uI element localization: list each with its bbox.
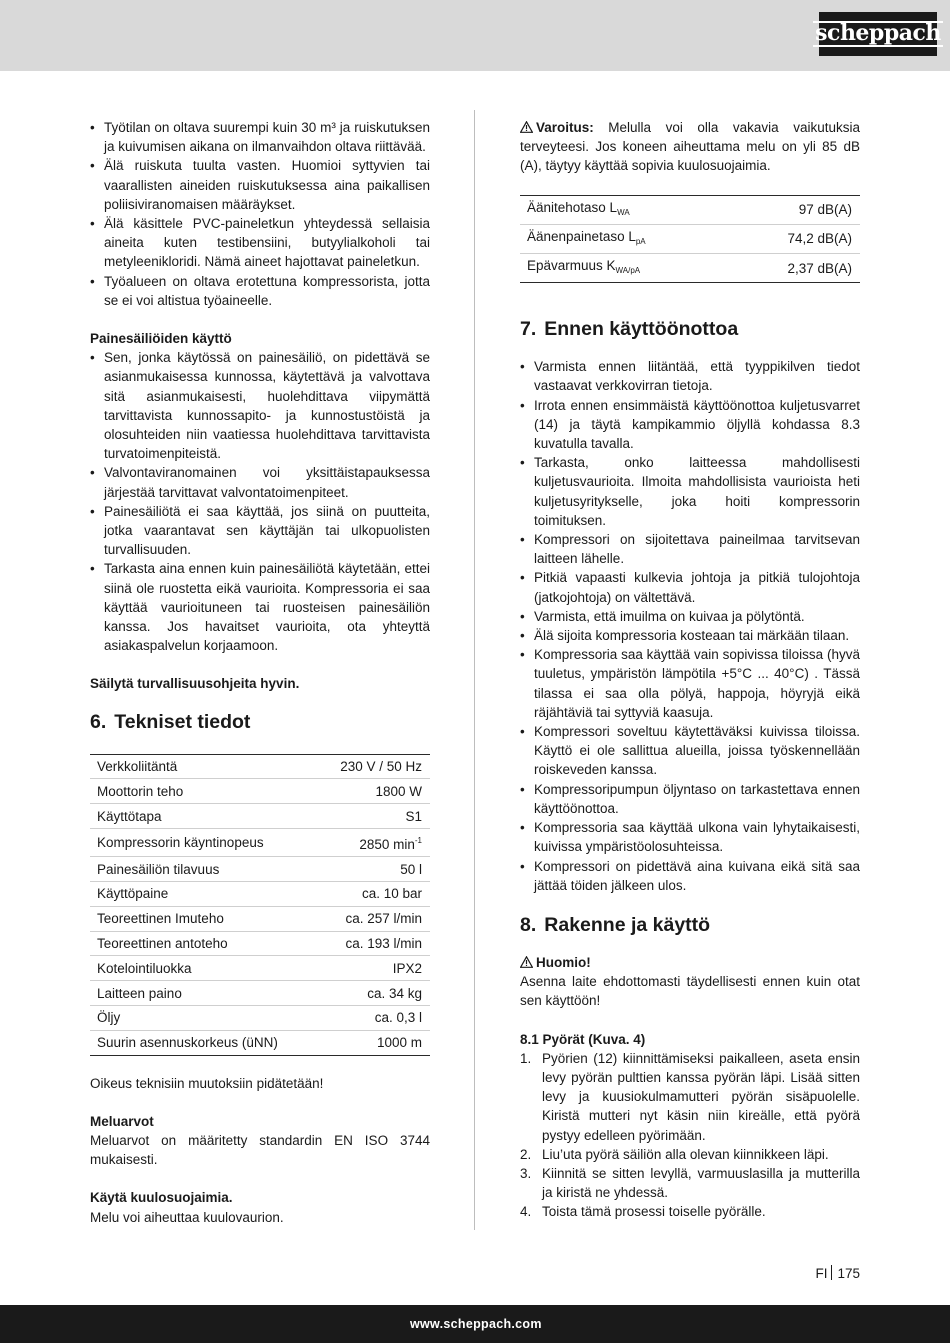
table-row [90, 779, 430, 804]
list-item: • Kompressori on pidettävä aina kuivana eikä sitä saa jättää töiden jälkeen ulos. [520, 857, 860, 895]
noise-value: 74,2 dB(A) [733, 224, 860, 253]
ear-protection-heading: Käytä kuulosuojaimia. [90, 1190, 233, 1206]
list-item: • Varmista, että imuilma on kuivaa ja pölytöntä. [520, 607, 860, 626]
table-row [520, 195, 860, 224]
table-row [90, 829, 430, 857]
table-row [90, 1006, 430, 1031]
section-6-heading [90, 710, 430, 734]
list-item [520, 1164, 860, 1202]
spec-label: Käyttöpaine [90, 882, 318, 907]
list-item [520, 1145, 860, 1164]
language-code: FI [815, 1266, 828, 1281]
left-column [90, 118, 430, 1227]
noise-label [520, 224, 733, 253]
keep-instructions-note: Säilytä turvallisuusohjeita hyvin. [90, 676, 300, 692]
scheppach-logo: scheppach [819, 12, 937, 56]
noise-subscript: WA [617, 207, 630, 217]
website-link[interactable]: www.scheppach.com [410, 1317, 542, 1331]
table-row [90, 956, 430, 981]
page-number [815, 1264, 860, 1283]
section-7-heading [520, 317, 860, 341]
spec-value: 1800 W [318, 779, 430, 804]
spec-label: Kotelointiluokka [90, 956, 318, 981]
step-number: 2. [520, 1146, 532, 1162]
noise-subscript: WA/pA [615, 266, 641, 276]
step-number: 4. [520, 1204, 532, 1220]
list-item: • Kompressori soveltuu käytettäväksi kuivissa tiloissa. Käyttö ei ole sallittua alueilla, joissa työskennellään roiskeveden kanssa. [520, 722, 860, 780]
step-text: Pyörien (12) kiinnittämiseksi paikalleen, aseta ensin levy pyörän pulttien kanssa pyörän läpi. Lisää sitten levy ja kuusiokulmamutteri pyörän sisäpuolelle. Kiristä mutteri nyt käsin niin kireälle, että pyörä pystyy edelleen pyörimään. [542, 1050, 860, 1143]
list-item: • Älä sijoita kompressoria kosteaan tai märkään tilaan. [520, 626, 860, 645]
table-row [520, 224, 860, 253]
noise-heading: Meluarvot [90, 1113, 154, 1129]
spec-label: Painesäiliön tilavuus [90, 857, 318, 882]
noise-label-text: Äänenpainetaso L [527, 228, 636, 244]
list-item: • Älä käsittele PVC-paineletkun yhteydessä sellaisia aineita kuten testibensiini, butyylialkoholi tai metyleenikloridi. Nämä aineet hajottavat paineletkun. [90, 214, 430, 272]
spec-value: ca. 193 l/min [318, 931, 430, 956]
ear-protection-text: Melu voi aiheuttaa kuulovaurion. [90, 1209, 284, 1225]
spec-value: S1 [318, 804, 430, 829]
table-row [90, 754, 430, 779]
list-item: • Pitkiä vapaasti kulkevia johtoja ja pitkiä tulojohtoja (jatkojohtoja) on vältettävä. [520, 568, 860, 606]
noise-table [520, 195, 860, 284]
noise-label-text: Äänitehotaso L [527, 199, 618, 215]
spec-value: ca. 0,3 l [318, 1006, 430, 1031]
list-item: • Kompressoria saa käyttää ulkona vain lyhytaikaisesti, kuivissa ympäristöolosuhteissa. [520, 818, 860, 856]
spec-label: Suurin asennuskorkeus (üNN) [90, 1030, 318, 1055]
section-number: 7. [520, 318, 537, 341]
noise-label-text: Epävarmuus K [527, 258, 616, 274]
page-header [0, 0, 950, 71]
noise-label [520, 195, 733, 224]
list-item: • Varmista ennen liitäntää, että tyyppikilven tiedot vastaavat verkkovirran tietoja. [520, 357, 860, 395]
spec-label: Laitteen paino [90, 981, 318, 1006]
list-item: • Älä ruiskuta tuulta vasten. Huomioi syttyvien tai vaarallisten aineiden ruiskutuksessa aina paikallisen poliisiviranomaisen määräykset. [90, 156, 430, 214]
table-row [90, 857, 430, 882]
noise-subscript: pA [635, 236, 646, 246]
warning-triangle-icon [520, 121, 533, 133]
setup-bullet-list [520, 357, 860, 895]
table-row [520, 254, 860, 283]
spec-value [318, 829, 430, 857]
spec-value-text: 2850 min [359, 837, 415, 853]
step-number: 1. [520, 1050, 532, 1066]
step-text: Kiinnitä se sitten levyllä, varmuuslasilla ja mutterilla ja kiristä ne yhdessä. [542, 1165, 860, 1201]
noise-text: Meluarvot on määritetty standardin EN ISO 3744 mukaisesti. [90, 1133, 430, 1168]
table-row [90, 1030, 430, 1055]
step-number: 3. [520, 1165, 532, 1181]
wheels-heading: 8.1 Pyörät (Kuva. 4) [520, 1031, 646, 1047]
list-item: • Työalueen on oltava erotettuna kompressorista, jotta se ei voi altistua työaineelle. [90, 272, 430, 310]
warning-text: Melulla voi olla vakavia vaikutuksia terveyteesi. Jos koneen aiheuttama melu on yli 85 dB (A), täytyy käyttää sopivia kuulosuojaimia. [520, 120, 860, 174]
list-item: • Työtilan on oltava suurempi kuin 30 m³ ja ruiskutuksen ja kuivumisen aikana on ilmanvaihdon oltava riittävää. [90, 118, 430, 156]
safety-bullet-list [90, 118, 430, 310]
list-item: • Tarkasta, onko laitteessa mahdollisesti kuljetusvaurioita. Ilmoita mahdollisista vaurioista heti kuljetusyritykselle, joka hoiti kompressorin toimituksen. [520, 453, 860, 530]
spec-value: 50 l [318, 857, 430, 882]
spec-label: Teoreettinen antoteho [90, 931, 318, 956]
notice-label: Huomio! [536, 954, 591, 970]
list-item: • Kompressoripumpun öljyntaso on tarkastettava ennen käyttöönottoa. [520, 780, 860, 818]
list-item: • Kompressoria saa käyttää vain sopivissa tiloissa (hyvä tuuletus, ympäristön lämpötila +5°C ... 40°C) . Tässä tilassa ei saa olla pölyä, happoja, höyryjä eikä räjähtäviä tai syttyviä kaasuja. [520, 645, 860, 722]
right-column [520, 118, 860, 1222]
notice-text: Asenna laite ehdottomasti täydellisesti ennen kuin otat sen käyttöön! [520, 974, 860, 1009]
list-item: • Valvontaviranomainen voi yksittäistapauksessa järjestää tarvittavat valvontatoimenpiteet. [90, 463, 430, 501]
spec-superscript: -1 [414, 836, 422, 846]
column-divider [474, 110, 475, 1230]
step-text: Toista tämä prosessi toiselle pyörälle. [542, 1204, 766, 1220]
section-title: Rakenne ja käyttö [544, 913, 711, 936]
spec-value: 230 V / 50 Hz [318, 754, 430, 779]
page-number-separator [831, 1265, 832, 1280]
step-text: Liu’uta pyörä säiliön alla olevan kiinnikkeen läpi. [542, 1146, 829, 1162]
table-row [90, 931, 430, 956]
tank-bullet-list [90, 348, 430, 655]
list-item: • Irrota ennen ensimmäistä käyttöönottoa kuljetusvarret (14) ja täytä kampikammio öljyllä kohdassa 8.3 kuvatulla tavalla. [520, 396, 860, 454]
noise-value: 97 dB(A) [733, 195, 860, 224]
table-row [90, 981, 430, 1006]
page-number-value: 175 [837, 1266, 860, 1281]
warning-paragraph [520, 118, 860, 176]
spec-label: Verkkoliitäntä [90, 754, 318, 779]
spec-value: ca. 10 bar [318, 882, 430, 907]
warning-triangle-icon [520, 956, 533, 968]
section-title: Ennen käyttöönottoa [544, 318, 739, 341]
spec-value: IPX2 [318, 956, 430, 981]
page-footer [0, 1305, 950, 1343]
tank-heading: Painesäiliöiden käyttö [90, 331, 232, 347]
spec-label: Moottorin teho [90, 779, 318, 804]
spec-label: Öljy [90, 1006, 318, 1031]
warning-label: Varoitus: [536, 120, 594, 135]
section-title: Tekniset tiedot [114, 710, 251, 733]
table-row [90, 804, 430, 829]
list-item: • Tarkasta aina ennen kuin painesäiliötä käytetään, ettei siinä ole ruostetta eikä vaurioita. Kompressoria ei saa käyttää vaurioituneen tai ruosteisen painesäiliön kanssa. Jos havaitset vaurioita, ota yhteyttä asiakaspalvelun korjaamoon. [90, 559, 430, 655]
list-item [520, 1202, 860, 1221]
noise-value: 2,37 dB(A) [733, 254, 860, 283]
list-item: • Painesäiliötä ei saa käyttää, jos siinä on puutteita, jotka vaarantavat sen käyttäjän tai ulkopuolisten turvallisuuden. [90, 502, 430, 560]
list-item [520, 1049, 860, 1145]
notice-heading [520, 953, 860, 972]
wheels-steps-list [520, 1049, 860, 1222]
spec-label: Teoreettinen Imuteho [90, 906, 318, 931]
section-number: 6. [90, 710, 107, 733]
spec-value: 1000 m [318, 1030, 430, 1055]
section-number: 8. [520, 913, 537, 936]
spec-value: ca. 34 kg [318, 981, 430, 1006]
table-row [90, 882, 430, 907]
spec-table [90, 754, 430, 1056]
noise-label [520, 254, 733, 283]
changes-note: Oikeus teknisiin muutoksiin pidätetään! [90, 1075, 324, 1091]
spec-value: ca. 257 l/min [318, 906, 430, 931]
list-item: • Sen, jonka käytössä on painesäiliö, on pidettävä se asianmukaisessa kunnossa, käytettävä ja valvottava sitä asianmukaisesti, huolehdittava viipymättä tarvittavista kunnossapito- ja kunnostustöistä ja olosuhteiden niin vaatiessa huolehdittava tarvittavista turvatoimenpiteistä. [90, 348, 430, 463]
spec-label: Kompressorin käyntinopeus [90, 829, 318, 857]
section-8-heading [520, 913, 860, 937]
spec-label: Käyttötapa [90, 804, 318, 829]
list-item: • Kompressori on sijoitettava paineilmaa tarvitsevan laitteen lähelle. [520, 530, 860, 568]
table-row [90, 906, 430, 931]
